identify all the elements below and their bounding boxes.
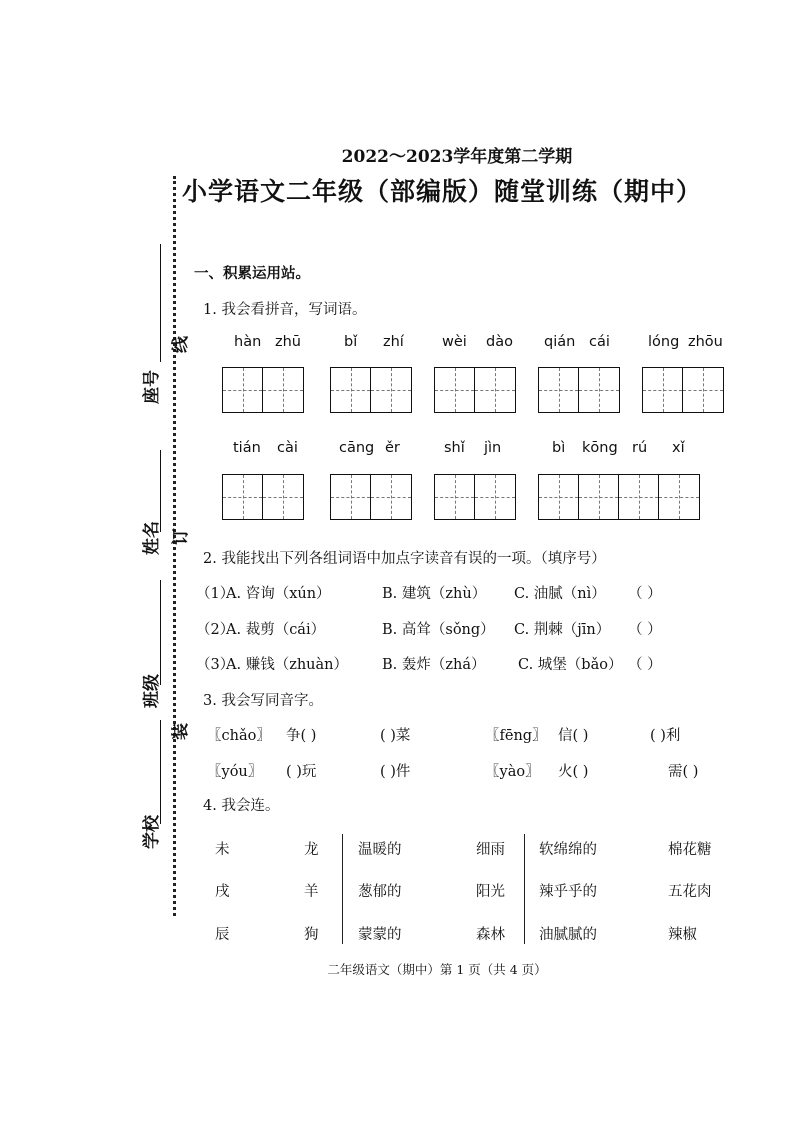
q2-option-b: B. 建筑（zhù） (382, 586, 487, 602)
answer-blank[interactable]: （ ） (628, 657, 662, 673)
pinyin: lóng (648, 334, 680, 350)
column-divider (524, 834, 525, 944)
pinyin: qián (544, 334, 576, 350)
column-divider (342, 834, 343, 944)
writing-grid[interactable] (434, 367, 516, 413)
pinyin: kōng (582, 440, 618, 456)
match-right-item[interactable]: 森林 (476, 927, 505, 943)
writing-grid[interactable] (642, 367, 724, 413)
writing-grid[interactable] (538, 474, 700, 520)
pinyin: jìn (484, 440, 502, 456)
cut-mark-bind: 订 (171, 528, 191, 545)
match-left-item[interactable]: 软绵绵的 (539, 842, 597, 858)
pinyin: shǐ (444, 440, 465, 456)
fill-blank[interactable]: ( )玩 (286, 764, 317, 780)
pinyin: bǐ (344, 334, 358, 350)
match-right-item[interactable]: 狗 (304, 927, 319, 943)
q2-option-a: A. 赚钱（zhuàn） (226, 657, 348, 673)
term-heading: 2022～2023学年度第二学期 (341, 147, 573, 167)
pinyin: cāng (339, 440, 375, 456)
answer-blank[interactable]: （ ） (628, 586, 662, 602)
fill-blank[interactable]: 火( ) (558, 764, 589, 780)
section-title: 一、积累运用站。 (194, 265, 310, 282)
pinyin: bì (552, 440, 566, 456)
pinyin: zhōu (688, 334, 723, 350)
pinyin-bracket: 〖yóu〗 (207, 764, 263, 780)
writing-grid[interactable] (330, 474, 412, 520)
pinyin: xǐ (672, 440, 685, 456)
match-right-item[interactable]: 阳光 (476, 884, 505, 900)
match-right-item[interactable]: 辣椒 (668, 927, 697, 943)
match-right-item[interactable]: 棉花糖 (668, 842, 712, 858)
q2-option-c: C. 城堡（bǎo） (518, 657, 623, 673)
page-title: 小学语文二年级（部编版）随堂训练（期中） (181, 177, 702, 206)
fill-blank[interactable]: 需( ) (668, 764, 699, 780)
q2-row-number: （3） (196, 657, 235, 673)
fill-blank[interactable]: ( )件 (380, 764, 411, 780)
binding-dotted-line (173, 176, 176, 916)
name-label: 姓名 (142, 521, 162, 555)
page-footer: 二年级语文（期中）第 1 页（共 4 页） (327, 962, 547, 977)
pinyin: dào (486, 334, 513, 350)
pinyin: rú (632, 440, 648, 456)
question-1-title: 1. 我会看拼音，写词语。 (203, 302, 367, 318)
writing-grid[interactable] (222, 367, 304, 413)
pinyin: zhū (275, 334, 301, 350)
writing-grid[interactable] (538, 367, 620, 413)
q2-option-b: B. 高耸（sǒng） (382, 622, 495, 638)
class-label: 班级 (142, 674, 162, 708)
pinyin: wèi (442, 334, 467, 350)
match-left-item[interactable]: 未 (215, 842, 230, 858)
school-line (160, 720, 161, 824)
match-right-item[interactable]: 龙 (304, 842, 319, 858)
cut-mark-line: 线 (171, 336, 191, 353)
match-right-item[interactable]: 五花肉 (668, 884, 712, 900)
name-line (160, 450, 161, 532)
school-label: 学校 (142, 815, 162, 849)
writing-grid[interactable] (434, 474, 516, 520)
match-left-item[interactable]: 辰 (215, 927, 230, 943)
match-left-item[interactable]: 戌 (215, 884, 230, 900)
match-right-item[interactable]: 羊 (304, 884, 319, 900)
q2-row-number: （2） (196, 622, 235, 638)
pinyin: zhí (383, 334, 404, 350)
pinyin-bracket: 〖fēng〗 (485, 728, 547, 744)
fill-blank[interactable]: ( )利 (650, 728, 681, 744)
seat-number-label: 座号 (142, 370, 162, 404)
seat-number-line (160, 244, 161, 362)
cut-mark-pack: 装 (171, 723, 191, 740)
match-left-item[interactable]: 蒙蒙的 (358, 927, 402, 943)
match-left-item[interactable]: 油腻腻的 (539, 927, 597, 943)
fill-blank[interactable]: 信( ) (558, 728, 589, 744)
fill-blank[interactable]: ( )菜 (380, 728, 411, 744)
question-2-title: 2. 我能找出下列各组词语中加点字读音有误的一项。（填序号） (203, 551, 606, 567)
pinyin-bracket: 〖yào〗 (485, 764, 540, 780)
answer-blank[interactable]: （ ） (628, 622, 662, 638)
fill-blank[interactable]: 争( ) (286, 728, 317, 744)
pinyin-bracket: 〖chǎo〗 (207, 728, 271, 744)
match-left-item[interactable]: 葱郁的 (358, 884, 402, 900)
q2-option-b: B. 轰炸（zhá） (382, 657, 486, 673)
q2-option-a: A. 咨询（xún） (226, 586, 331, 602)
q2-option-a: A. 裁剪（cái） (226, 622, 326, 638)
match-right-item[interactable]: 细雨 (476, 842, 505, 858)
question-3-title: 3. 我会写同音字。 (203, 693, 323, 709)
writing-grid[interactable] (222, 474, 304, 520)
pinyin: cài (277, 440, 298, 456)
q2-option-c: C. 荆棘（jīn） (514, 622, 611, 638)
match-left-item[interactable]: 温暖的 (358, 842, 402, 858)
match-left-item[interactable]: 辣乎乎的 (539, 884, 597, 900)
pinyin: hàn (234, 334, 262, 350)
q2-row-number: （1） (196, 586, 235, 602)
pinyin: cái (589, 334, 610, 350)
writing-grid[interactable] (330, 367, 412, 413)
pinyin: tián (233, 440, 261, 456)
class-line (160, 580, 161, 685)
q2-option-c: C. 油腻（nì） (514, 586, 606, 602)
pinyin: ěr (385, 440, 400, 456)
question-4-title: 4. 我会连。 (203, 798, 280, 814)
